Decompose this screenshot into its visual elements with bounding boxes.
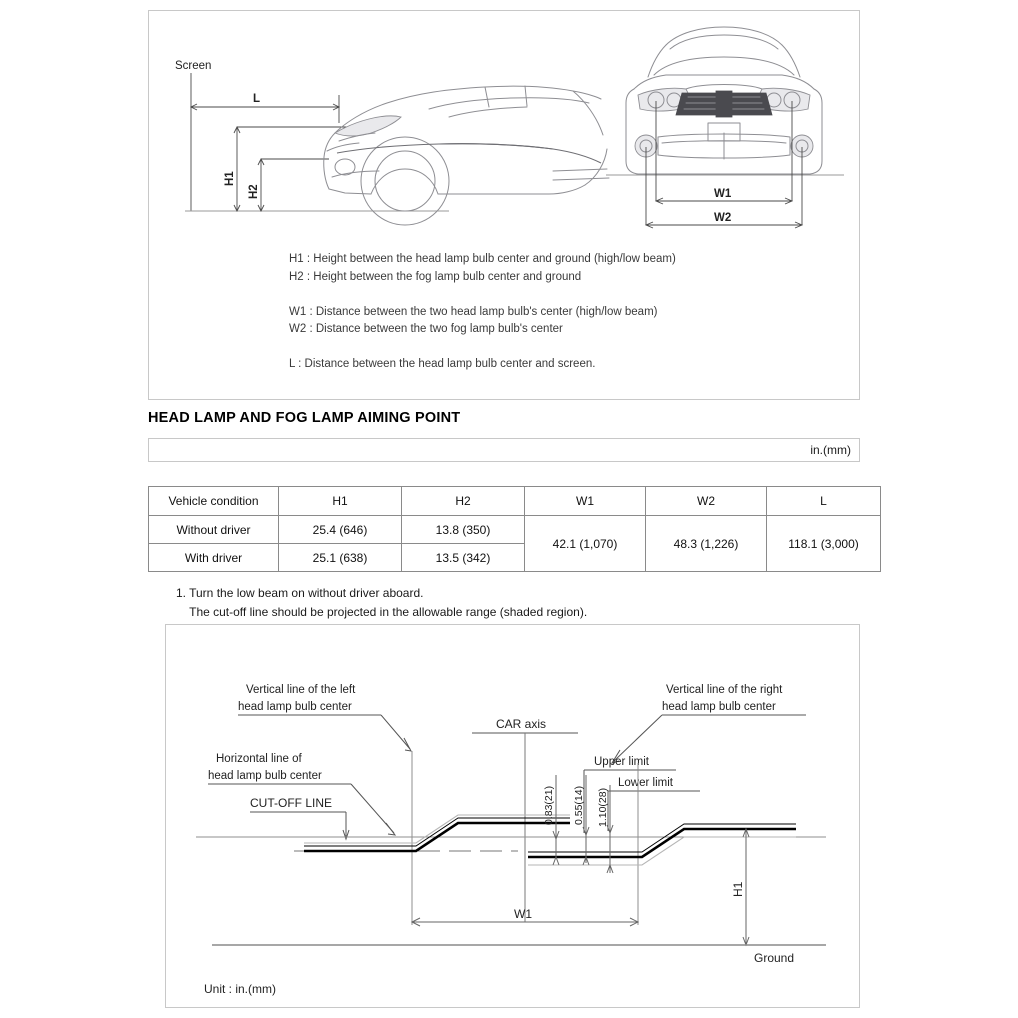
cell-w1-merged: 42.1 (1,070) [525, 516, 646, 572]
cell-h1-with-driver: 25.1 (638) [279, 544, 402, 572]
ground-label: Ground [754, 951, 795, 965]
header-h1: H1 [279, 487, 402, 516]
side-view-group [175, 60, 609, 225]
dim-W1-group [412, 907, 638, 926]
unit-note: Unit : in.(mm) [204, 982, 276, 996]
legend-line-w2: W2 : Distance between the two fog lamp bulb's center [289, 323, 563, 335]
dim-H1-group [731, 829, 749, 945]
unit-label: in.(mm) [810, 443, 851, 457]
table-header-row [149, 487, 881, 516]
arrowhead-horizontal [386, 823, 395, 835]
label-horizontal-line1: Horizontal line of [216, 753, 302, 765]
front-view-group [606, 27, 844, 228]
H1-label-bottom: H1 [731, 881, 745, 897]
label-lower-limit: Lower limit [618, 777, 673, 789]
header-vehicle-condition: Vehicle condition [149, 487, 279, 516]
label-vertical-left-line1: Vertical line of the left [246, 684, 356, 696]
dim-083-group [543, 775, 559, 865]
dim-110-label: 1.10(28) [597, 787, 609, 827]
car-side-illustration [324, 86, 609, 225]
dim-055-label: 0.55(14) [573, 785, 585, 825]
cell-h1-without-driver: 25.4 (646) [279, 516, 402, 544]
header-l: L [767, 487, 881, 516]
W2-label: W2 [714, 212, 732, 224]
cell-condition-without-driver: Without driver [149, 516, 279, 544]
label-car-axis: CAR axis [496, 717, 547, 731]
dim-083-label: 0.83(21) [543, 785, 555, 825]
cell-l-merged: 118.1 (3,000) [767, 516, 881, 572]
section-title: HEAD LAMP AND FOG LAMP AIMING POINT [148, 410, 461, 426]
H1-label: H1 [224, 171, 236, 186]
top-figure-panel [148, 10, 860, 400]
label-cut-off-line: CUT-OFF LINE [250, 796, 333, 810]
legend-line-w1: W1 : Distance between the two head lamp bulb's center (high/low beam) [289, 305, 658, 318]
label-vertical-right-line2: head lamp bulb center [662, 701, 776, 713]
leader-vertical-right [614, 715, 662, 761]
aiming-point-table [148, 486, 881, 572]
L-label: L [253, 93, 261, 105]
figure-legend [289, 251, 676, 374]
cell-w2-merged: 48.3 (1,226) [646, 516, 767, 572]
header-w1: W1 [525, 487, 646, 516]
cutoff-diagram-svg [166, 625, 859, 1007]
header-w2: W2 [646, 487, 767, 516]
cutoff-line-right [528, 824, 796, 865]
leader-vertical-left [381, 715, 410, 749]
unit-bar [148, 438, 860, 462]
dim-110-group [597, 785, 613, 873]
instructions-block [176, 584, 587, 622]
W1-label-bottom: W1 [514, 907, 532, 921]
instruction-line-1: 1. Turn the low beam on without driver aboard. [176, 586, 424, 600]
dim-055-group [573, 775, 589, 865]
label-vertical-right-line1: Vertical line of the right [666, 684, 783, 696]
W1-label: W1 [714, 188, 732, 200]
legend-line-h2: H2 : Height between the fog lamp bulb center and ground [289, 270, 582, 283]
legend-line-l: L : Distance between the head lamp bulb center and screen. [289, 358, 596, 370]
label-vertical-left-line2: head lamp bulb center [238, 701, 352, 713]
screen-label: Screen [175, 60, 212, 72]
cell-h2-with-driver: 13.5 (342) [402, 544, 525, 572]
label-horizontal-line2: head lamp bulb center [208, 770, 322, 782]
cell-h2-without-driver: 13.8 (350) [402, 516, 525, 544]
arrowhead-vertical-left [404, 738, 411, 751]
instruction-line-2: The cut-off line should be projected in the allowable range (shaded region). [176, 605, 588, 619]
cell-condition-with-driver: With driver [149, 544, 279, 572]
header-h2: H2 [402, 487, 525, 516]
legend-line-h1: H1 : Height between the head lamp bulb center and ground (high/low beam) [289, 253, 676, 265]
table-row [149, 516, 881, 544]
car-front-illustration [606, 27, 844, 175]
label-upper-limit: Upper limit [594, 756, 649, 768]
H2-label: H2 [248, 184, 260, 199]
bottom-figure-panel [165, 624, 860, 1008]
